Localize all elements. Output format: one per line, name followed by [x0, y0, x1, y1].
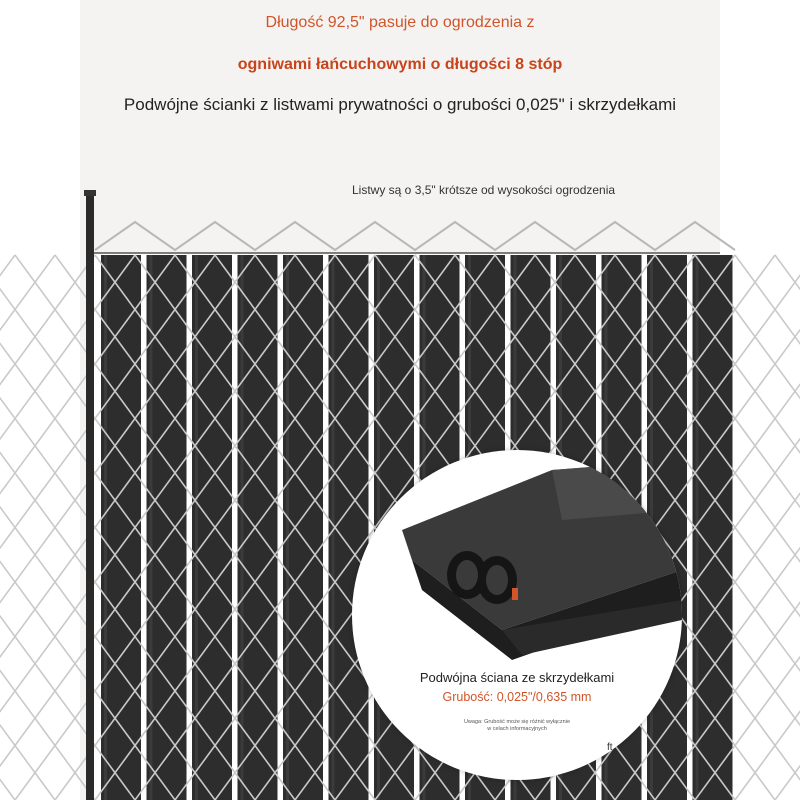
- chain-link-wire: [735, 255, 800, 800]
- inset-caption-note: [352, 719, 682, 733]
- slat-highlight: [241, 255, 244, 800]
- headline-fit: ogniwami łańcuchowymi o długości 8 stóp: [237, 56, 563, 73]
- fence-post-cap: [84, 190, 96, 196]
- headline-length: Długość 92,5" pasuje do ogrodzenia z: [265, 14, 535, 31]
- chain-link-top-edge: [95, 222, 735, 250]
- chain-link-wire: [775, 255, 800, 800]
- inset-caption-title: Podwójna ściana ze skrzydełkami: [419, 670, 615, 685]
- chain-link-wire: [775, 255, 800, 800]
- chain-link-wire: [735, 255, 800, 800]
- chain-link-wire: [0, 255, 15, 800]
- slat-height-note: Listwy są o 3,5" krótsze od wysokości ogrodzenia: [352, 183, 616, 197]
- fence-post: [86, 193, 94, 800]
- chain-link-wire: [0, 255, 55, 800]
- inset-note-line-1: Uwaga: Grubość może się różnić wyłącznie: [463, 719, 571, 725]
- slat-profile-shape: [402, 460, 682, 660]
- slat-highlight: [150, 255, 153, 800]
- slat-profile-inset: [352, 450, 682, 780]
- headline-description: Podwójne ścianki z listwami prywatności o grubości 0,025" i skrzydełkami: [123, 95, 677, 114]
- inset-caption-thickness: Grubość: 0,025"/0,635 mm: [442, 690, 592, 704]
- slat-highlight: [104, 255, 107, 800]
- chain-link-wire: [0, 255, 15, 800]
- chain-link-wire: [0, 255, 55, 800]
- slat-highlight: [286, 255, 289, 800]
- inset-note-line-2: w celach informacyjnych: [487, 726, 547, 732]
- svg-text:ft: ft: [607, 742, 613, 753]
